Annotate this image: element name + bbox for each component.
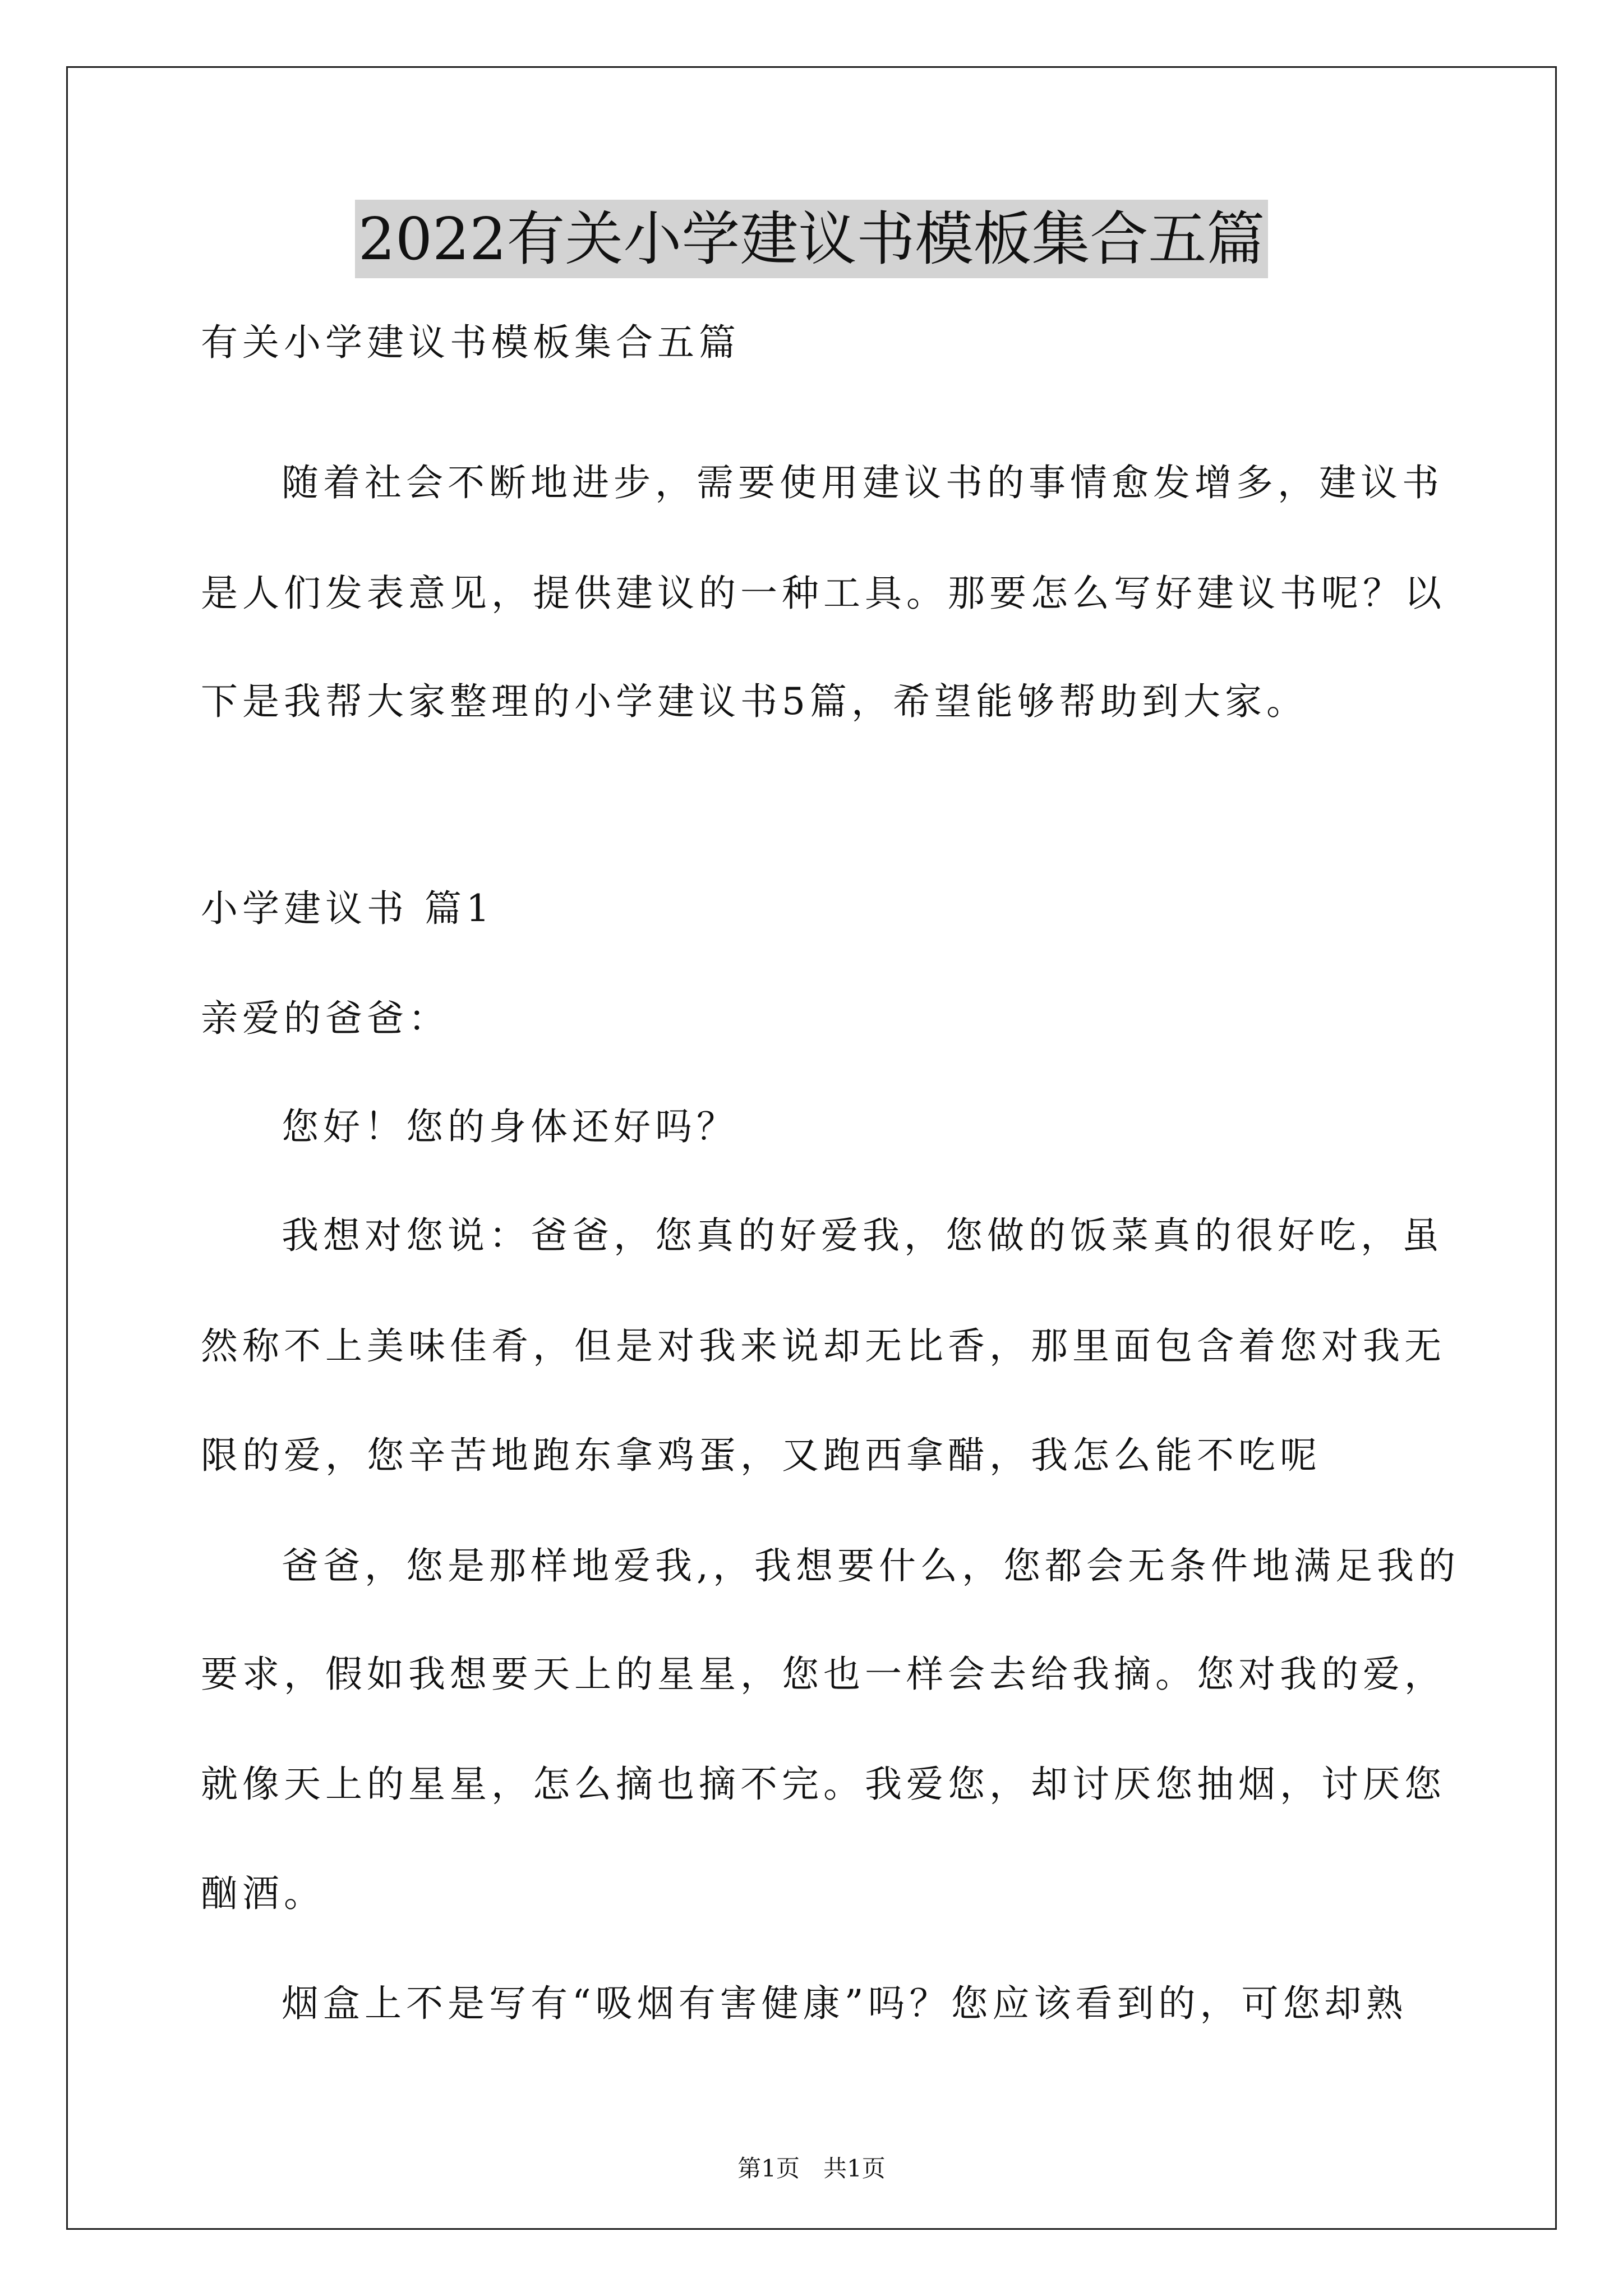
paragraph-line: 下是我帮大家整理的小学建议书5篇，希望能够帮助到大家。 bbox=[201, 680, 1308, 723]
subtitle-line: 有关小学建议书模板集合五篇 bbox=[201, 321, 740, 364]
title-container bbox=[0, 200, 1623, 278]
paragraph-line: 是人们发表意见，提供建议的一种工具。那要怎么写好建议书呢？以 bbox=[201, 572, 1446, 615]
paragraph-line: 爸爸，您是那样地爱我,，我想要什么，您都会无条件地满足我的 bbox=[282, 1544, 1460, 1588]
document-title: 2022有关小学建议书模板集合五篇 bbox=[355, 200, 1269, 278]
section-heading: 小学建议书 篇1 bbox=[201, 887, 494, 930]
paragraph-line: 要求，假如我想要天上的星星，您也一样会去给我摘。您对我的爱， bbox=[201, 1653, 1446, 1696]
paragraph-line: 随着社会不断地进步，需要使用建议书的事情愈发增多，建议书 bbox=[282, 461, 1444, 504]
page-footer: 第1页 共1页 bbox=[737, 2155, 886, 2182]
paragraph-line: 限的爱，您辛苦地跑东拿鸡蛋，又跑西拿醋，我怎么能不吃呢 bbox=[201, 1434, 1321, 1477]
paragraph-line: 酗酒。 bbox=[201, 1872, 325, 1915]
paragraph-line: 我想对您说：爸爸，您真的好爱我，您做的饭菜真的很好吃，虽 bbox=[282, 1214, 1444, 1257]
paragraph-line: 就像天上的星星，怎么摘也摘不完。我爱您，却讨厌您抽烟，讨厌您 bbox=[201, 1763, 1446, 1806]
paragraph-line: 烟盒上不是写有“吸烟有害健康”吗？您应该看到的，可您却熟 bbox=[282, 1982, 1408, 2025]
salutation-line: 亲爱的爸爸： bbox=[201, 997, 450, 1040]
paragraph-line: 然称不上美味佳肴，但是对我来说却无比香，那里面包含着您对我无 bbox=[201, 1324, 1446, 1368]
paragraph-line: 您好！您的身体还好吗？ bbox=[282, 1105, 738, 1148]
